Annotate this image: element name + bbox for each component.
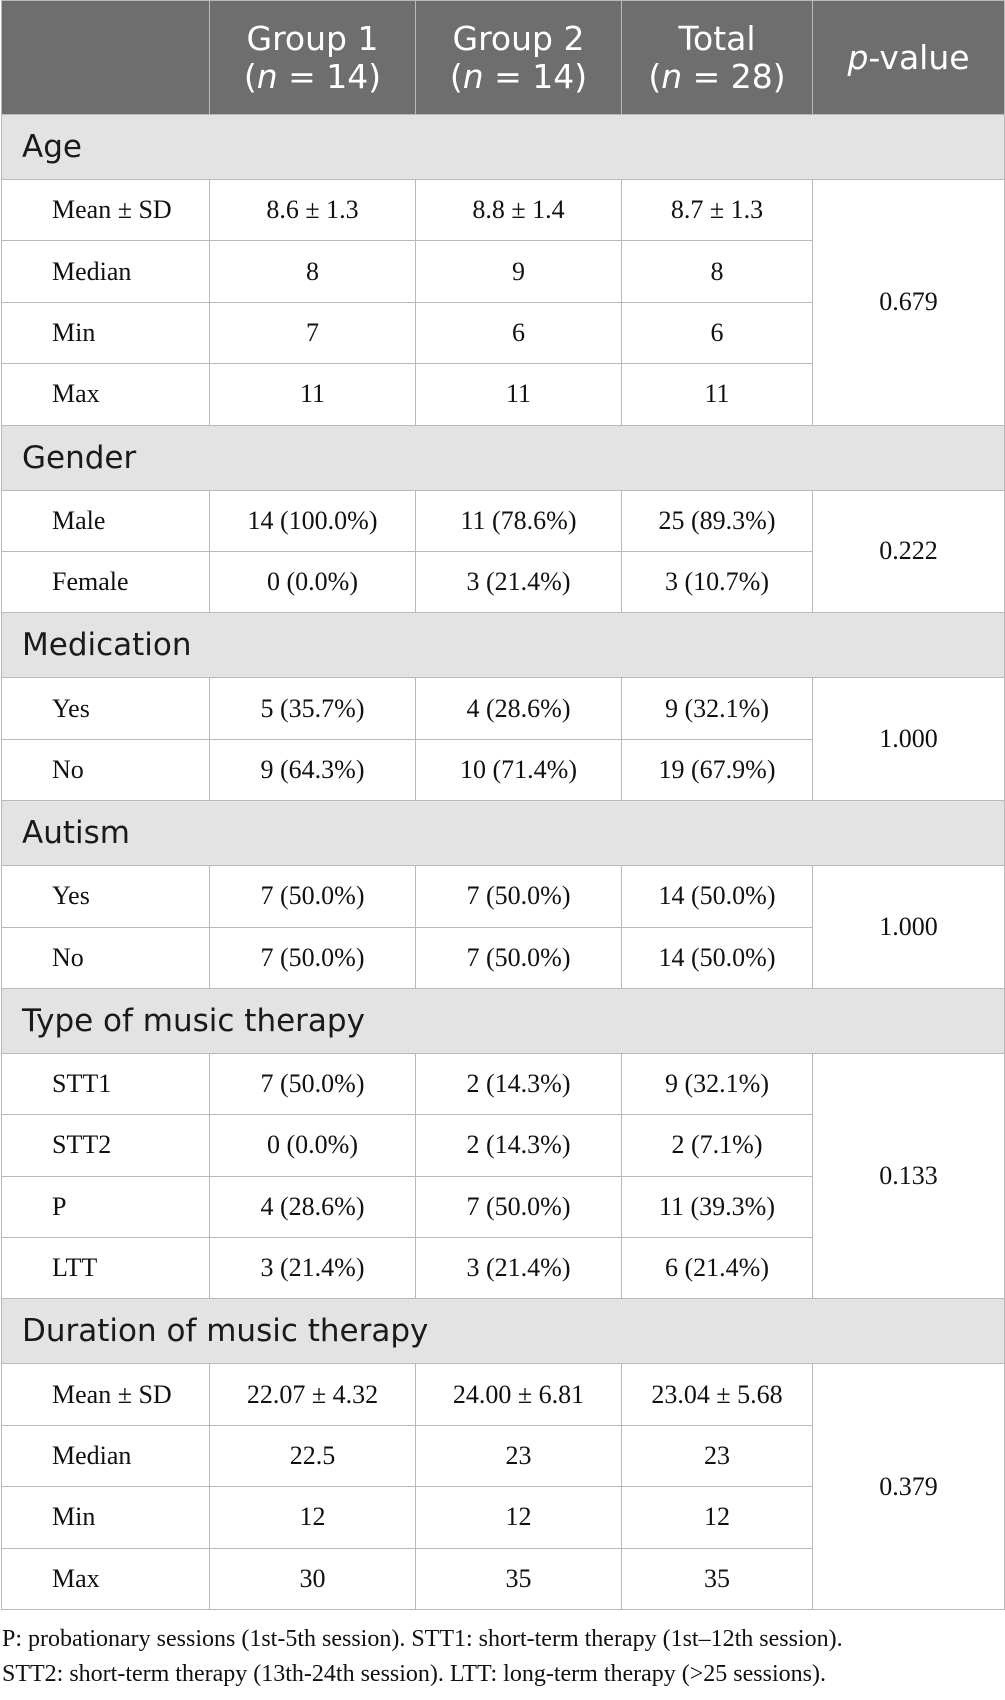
- cell-total: 9 (32.1%): [622, 1053, 813, 1114]
- header-total: [622, 1, 813, 115]
- cell-group-1: 7: [210, 302, 416, 363]
- header-blank: [2, 1, 210, 115]
- table-row: [2, 678, 1005, 739]
- header-p-value: p-value: [813, 1, 1005, 115]
- cell-group-1: 9 (64.3%): [210, 739, 416, 800]
- cell-group-2: 6: [416, 302, 622, 363]
- cell-total: 8: [622, 241, 813, 302]
- cell-total: 11 (39.3%): [622, 1176, 813, 1237]
- section-header-row: [2, 801, 1005, 866]
- cell-total: 23: [622, 1425, 813, 1486]
- header-total-n: (n = 28): [648, 56, 786, 96]
- cell-total: 14 (50.0%): [622, 866, 813, 927]
- cell-group-2: 9: [416, 241, 622, 302]
- cell-total: 35: [622, 1548, 813, 1609]
- cell-group-2: 4 (28.6%): [416, 678, 622, 739]
- cell-total: 12: [622, 1487, 813, 1548]
- row-label: P: [2, 1176, 210, 1237]
- section-title: Age: [2, 115, 1005, 180]
- cell-group-1: 11: [210, 364, 416, 425]
- section-header-row: [2, 1299, 1005, 1364]
- cell-p-value: 1.000: [813, 678, 1005, 801]
- cell-total: 6 (21.4%): [622, 1238, 813, 1299]
- cell-group-2: 8.8 ± 1.4: [416, 180, 622, 241]
- header-group-2-n: (n = 14): [449, 56, 588, 96]
- row-label: No: [2, 739, 210, 800]
- cell-group-1: 7 (50.0%): [210, 1053, 416, 1114]
- cell-group-1: 8: [210, 241, 416, 302]
- row-label: Min: [2, 302, 210, 363]
- row-label: LTT: [2, 1238, 210, 1299]
- cell-group-1: 30: [210, 1548, 416, 1609]
- cell-group-1: 5 (35.7%): [210, 678, 416, 739]
- cell-total: 11: [622, 364, 813, 425]
- section-title: Duration of music therapy: [2, 1299, 1005, 1364]
- cell-p-value: 0.222: [813, 490, 1005, 613]
- cell-group-2: 10 (71.4%): [416, 739, 622, 800]
- row-label: Max: [2, 1548, 210, 1609]
- section-header-row: [2, 425, 1005, 490]
- cell-group-2: 24.00 ± 6.81: [416, 1364, 622, 1425]
- section-header-row: [2, 988, 1005, 1053]
- header-row: [2, 1, 1005, 115]
- cell-group-2: 23: [416, 1425, 622, 1486]
- cell-group-2: 7 (50.0%): [416, 927, 622, 988]
- row-label: Median: [2, 241, 210, 302]
- section-title: Autism: [2, 801, 1005, 866]
- cell-total: 2 (7.1%): [622, 1115, 813, 1176]
- footnote: [0, 1622, 1005, 1692]
- cell-total: 6: [622, 302, 813, 363]
- cell-group-2: 3 (21.4%): [416, 551, 622, 612]
- cell-group-1: 14 (100.0%): [210, 490, 416, 551]
- row-label: Median: [2, 1425, 210, 1486]
- row-label: STT2: [2, 1115, 210, 1176]
- header-group-1: [210, 1, 416, 115]
- cell-group-1: 12: [210, 1487, 416, 1548]
- row-label: Female: [2, 551, 210, 612]
- cell-p-value: 0.379: [813, 1364, 1005, 1610]
- table-row: [2, 490, 1005, 551]
- cell-group-1: 7 (50.0%): [210, 927, 416, 988]
- section-title: Type of music therapy: [2, 988, 1005, 1053]
- row-label: Mean ± SD: [2, 180, 210, 241]
- table-row: [2, 180, 1005, 241]
- cell-group-1: 7 (50.0%): [210, 866, 416, 927]
- row-label: STT1: [2, 1053, 210, 1114]
- cell-group-1: 22.07 ± 4.32: [210, 1364, 416, 1425]
- cell-total: 25 (89.3%): [622, 490, 813, 551]
- cell-group-2: 35: [416, 1548, 622, 1609]
- cell-group-2: 2 (14.3%): [416, 1115, 622, 1176]
- cell-group-2: 2 (14.3%): [416, 1053, 622, 1114]
- cell-p-value: 0.133: [813, 1053, 1005, 1299]
- data-table: [1, 0, 1005, 1610]
- footnote-line-1: P: probationary sessions (1st-5th session). STT1: short-term therapy (1st–12th session).: [2, 1626, 843, 1653]
- header-group-1-n: (n = 14): [243, 56, 382, 96]
- table-body: [2, 115, 1005, 1610]
- table-row: [2, 1364, 1005, 1425]
- header-total-title: Total: [678, 18, 756, 58]
- row-label: Yes: [2, 866, 210, 927]
- cell-group-1: 8.6 ± 1.3: [210, 180, 416, 241]
- header-group-1-title: Group 1: [246, 18, 379, 58]
- row-label: Mean ± SD: [2, 1364, 210, 1425]
- header-group-2-title: Group 2: [452, 18, 585, 58]
- row-label: Max: [2, 364, 210, 425]
- row-label: Yes: [2, 678, 210, 739]
- cell-group-1: 3 (21.4%): [210, 1238, 416, 1299]
- header-group-2: [416, 1, 622, 115]
- section-title: Medication: [2, 613, 1005, 678]
- cell-group-2: 7 (50.0%): [416, 866, 622, 927]
- cell-p-value: 0.679: [813, 180, 1005, 426]
- cell-group-1: 0 (0.0%): [210, 1115, 416, 1176]
- cell-group-1: 22.5: [210, 1425, 416, 1486]
- footnote-line-2: STT2: short-term therapy (13th-24th session). LTT: long-term therapy (>25 sessions).: [2, 1661, 826, 1688]
- cell-group-2: 7 (50.0%): [416, 1176, 622, 1237]
- section-header-row: [2, 115, 1005, 180]
- cell-group-2: 12: [416, 1487, 622, 1548]
- cell-total: 19 (67.9%): [622, 739, 813, 800]
- row-label: Min: [2, 1487, 210, 1548]
- table-row: [2, 866, 1005, 927]
- cell-group-2: 11: [416, 364, 622, 425]
- cell-total: 23.04 ± 5.68: [622, 1364, 813, 1425]
- cell-group-2: 11 (78.6%): [416, 490, 622, 551]
- cell-total: 14 (50.0%): [622, 927, 813, 988]
- cell-total: 9 (32.1%): [622, 678, 813, 739]
- cell-group-2: 3 (21.4%): [416, 1238, 622, 1299]
- cell-total: 3 (10.7%): [622, 551, 813, 612]
- cell-total: 8.7 ± 1.3: [622, 180, 813, 241]
- cell-group-1: 4 (28.6%): [210, 1176, 416, 1237]
- cell-p-value: 1.000: [813, 866, 1005, 989]
- section-header-row: [2, 613, 1005, 678]
- cell-group-1: 0 (0.0%): [210, 551, 416, 612]
- table-row: [2, 1053, 1005, 1114]
- row-label: Male: [2, 490, 210, 551]
- section-title: Gender: [2, 425, 1005, 490]
- row-label: No: [2, 927, 210, 988]
